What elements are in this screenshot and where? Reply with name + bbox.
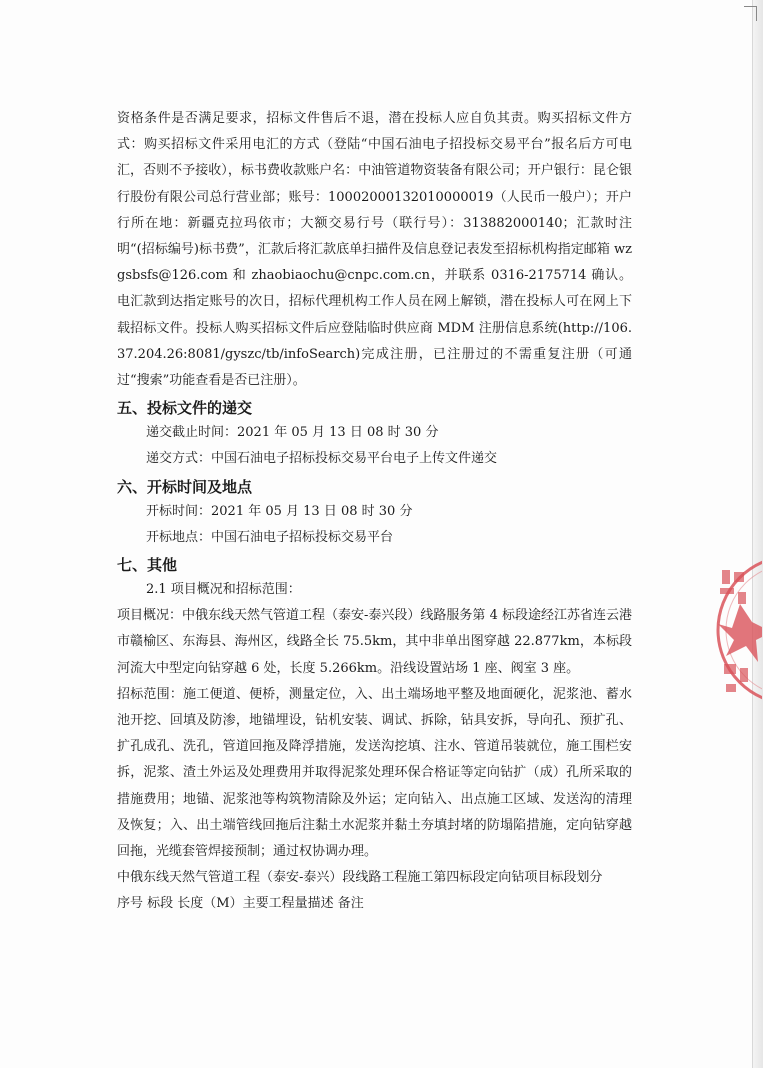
bid-scope: 招标范围：施工便道、便桥，测量定位，入、出土端场地平整及地面硬化，泥浆池、蓄水池开挖、回填及防渗，地锚埋设，钻机安装、调试、拆除，钻具安拆，导向孔、预扩孔、扩孔成孔、洗孔，管道回拖及降浮措施，发送沟挖填、注水、管道吊装就位，施工围栏安拆，泥浆、渣土外运及处理费用并取得泥浆处理环保合格证等定向钻扩（成）孔所采取的措施费用；地锚、泥浆池等构筑物清除及外运；定向钻入、出点施工区域、发送沟的清理及恢复；入、出土端管线回拖后注黏土水泥浆并黏土夯填封堵的防塌陷措施，定向钻穿越回拖，光缆套管焊接预制；通过权协调办理。 [117, 686, 632, 860]
submission-method: 递交方式：中国石油电子招标投标交易平台电子上传文件递交 [146, 451, 498, 467]
document-body [117, 106, 632, 918]
section-7-heading: 七、其他 [117, 556, 178, 575]
table-header: 序号 标段 长度（M）主要工程量描述 备注 [117, 896, 364, 912]
table-title: 中俄东线天然气管道工程（泰安-泰兴）段线路工程施工第四标段定向钻项目标段划分 [117, 870, 603, 886]
submission-deadline: 递交截止时间：2021 年 05 月 13 日 08 时 30 分 [146, 425, 439, 441]
section-6-heading: 六、开标时间及地点 [117, 477, 253, 496]
overview-subheading: 2.1 项目概况和招标范围： [146, 582, 301, 598]
project-overview: 项目概况：中俄东线天然气管道工程（泰安-泰兴段）线路服务第 4 标段途经江苏省连云港市赣榆区、东海县、海州区，线路全长 75.5km，其中非单出图穿越 22.877km，本标段河流大中型定向钻穿越 6 处，长度 5.266km。沿线设置站场 1 座、阀室 3 座。 [117, 608, 632, 676]
opening-place: 开标地点：中国石油电子招标投标交易平台 [146, 529, 394, 545]
seal-stamp [712, 552, 762, 712]
corner-mark [744, 6, 757, 21]
section-5-heading: 五、投标文件的递交 [117, 399, 253, 418]
opening-time: 开标时间：2021 年 05 月 13 日 08 时 30 分 [146, 503, 413, 519]
intro-paragraph: 资格条件是否满足要求，招标文件售后不退，潜在投标人应自负其责。购买招标文件方式：购买招标文件采用电汇的方式（登陆“中国石油电子招投标交易平台”报名后方可电汇，否则不予接收），标书费收款账户名：中油管道物资装备有限公司；开户银行：昆仑银行股份有限公司总行营业部；账号：10002000132010000019（人民币一般户）；开户行所在地：新疆克拉玛依市；大额交易行号（联行号）：313882000140；汇款时注明“(招标编号)标书费”，汇款后将汇款底单扫描件及信息登记表发至招标机构指定邮箱 wzgsbsfs@126.com 和 zhaobiaochu@cnpc.com.cn，并联系 0316-2175714 确认。电汇款到达指定账号的次日，招标代理机构工作人员在网上解锁，潜在投标人可在网上下载招标文件。投标人购买招标文件后应登陆临时供应商 MDM 注册信息系统(http://106.37.204.26:8081/gyszc/tb/infoSearch)完成注册，已注册过的不需重复注册（可通过“搜索”功能查看是否已注册）。 [117, 111, 632, 389]
page-edge [752, 0, 763, 1068]
